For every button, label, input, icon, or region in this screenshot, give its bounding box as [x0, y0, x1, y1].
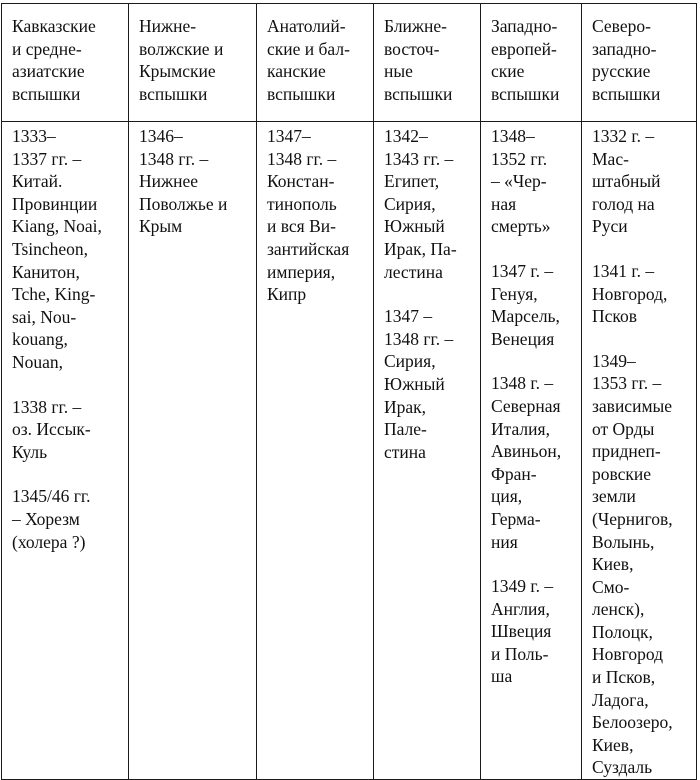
column-header: [582, 4, 697, 122]
text-line: 1346–: [139, 126, 183, 146]
text-line: Смо-: [592, 576, 630, 597]
text-line: вспышки: [139, 83, 208, 104]
text-line: стина: [384, 441, 426, 462]
text-line: Англия,: [491, 598, 550, 619]
text-line: Куль: [12, 441, 48, 462]
text-line: штабный: [592, 171, 661, 192]
text-line: Западно-: [491, 16, 558, 36]
text-line: Фран-: [491, 463, 537, 484]
text-line: 1345/46 гг.: [12, 486, 91, 507]
text-line: Nouan,: [12, 351, 64, 372]
text-line: Руси: [592, 216, 628, 237]
text-line: Северо-: [592, 16, 651, 36]
text-line: 1349 г. –: [491, 576, 554, 597]
body-row: [2, 122, 697, 780]
text-line: 1347 –: [384, 306, 433, 327]
text-line: Kiang, Noai,: [12, 216, 102, 237]
text-line: Псков: [592, 306, 638, 327]
text-line: – «Чер-: [491, 171, 547, 192]
text-line: Крым: [139, 216, 183, 237]
text-line: 1348 гг. –: [267, 148, 337, 169]
outbreak-entry: [491, 125, 577, 238]
outbreak-entry: [491, 260, 577, 350]
text-line: (холера ?): [12, 531, 86, 552]
text-line: и вся Ви-: [267, 216, 336, 237]
text-line: Южный: [384, 216, 445, 237]
text-line: Констан-: [267, 171, 335, 192]
outbreak-entry: [384, 305, 476, 463]
text-line: Новгород,: [592, 283, 668, 304]
text-line: и средне-: [12, 38, 82, 59]
column-cell: [129, 122, 257, 780]
outbreak-entry: [139, 125, 252, 238]
text-line: от Орды: [592, 418, 655, 439]
text-line: Марсель,: [491, 306, 560, 327]
text-line: 1347 г. –: [491, 260, 554, 281]
column-header: [374, 4, 481, 122]
text-line: 1343 гг. –: [384, 148, 454, 169]
text-line: зависимые: [592, 395, 673, 416]
text-line: Египет,: [384, 171, 440, 192]
text-line: ция,: [491, 486, 523, 507]
text-line: вспышки: [267, 83, 336, 104]
text-line: Ближне-: [384, 16, 447, 36]
text-line: Крымские: [139, 61, 216, 82]
text-line: Нижне-: [139, 16, 197, 36]
outbreak-entry: [12, 396, 124, 464]
text-line: Поволжье и: [139, 193, 228, 214]
outbreak-entry: [384, 125, 476, 283]
column-cell: [374, 122, 481, 780]
text-line: Волынь,: [592, 531, 655, 552]
text-line: лестина: [384, 261, 443, 282]
text-line: 1348 г. –: [491, 373, 554, 394]
text-line: Кипр: [267, 284, 307, 305]
text-line: зантийская: [267, 238, 350, 259]
text-line: и Поль-: [491, 643, 549, 664]
text-line: восточ-: [384, 38, 440, 59]
column-cell: [2, 122, 129, 780]
text-line: Провинции: [12, 193, 98, 214]
outbreak-entry: [592, 350, 692, 779]
text-line: Северная: [491, 395, 561, 416]
text-line: kouang,: [12, 329, 68, 350]
column-header: [2, 4, 129, 122]
text-line: вспышки: [384, 83, 453, 104]
text-line: 1348 гг. –: [139, 148, 209, 169]
text-line: Нижнее: [139, 171, 198, 192]
text-line: 1332 г. –: [592, 126, 655, 146]
text-line: Генуя,: [491, 283, 538, 304]
text-line: приднеп-: [592, 441, 661, 462]
text-line: Авиньон,: [491, 441, 562, 462]
text-line: Tsincheon,: [12, 238, 89, 259]
text-line: 1353 гг. –: [592, 373, 662, 394]
column-header: [257, 4, 374, 122]
text-line: Канитон,: [12, 261, 80, 282]
text-line: (Чернигов,: [592, 508, 673, 529]
text-line: Киев,: [592, 554, 634, 575]
text-line: 1342–: [384, 126, 428, 146]
text-line: 1352 гг.: [491, 148, 548, 169]
text-line: Tche, King-: [12, 284, 96, 305]
text-line: западно-: [592, 38, 657, 59]
text-line: ные: [384, 61, 413, 82]
text-line: 1347–: [267, 126, 311, 146]
text-line: ная: [491, 193, 517, 214]
text-line: ния: [491, 531, 518, 552]
outbreak-entry: [12, 485, 124, 553]
outbreaks-table: [1, 3, 697, 780]
text-line: Китай.: [12, 171, 63, 192]
text-line: оз. Иссык-: [12, 419, 91, 440]
text-line: – Хорезм: [12, 508, 80, 529]
text-line: Герма-: [491, 508, 541, 529]
text-line: 1337 гг. –: [12, 148, 82, 169]
text-line: Венеция: [491, 328, 555, 349]
text-line: Анатолий-: [267, 16, 346, 36]
text-line: Сирия,: [384, 193, 436, 214]
text-line: Белоозеро,: [592, 712, 673, 733]
text-line: 1349–: [592, 350, 636, 371]
text-line: Ирак, Па-: [384, 238, 457, 259]
outbreak-entry: [592, 260, 692, 328]
text-line: империя,: [267, 261, 336, 282]
text-line: волжские и: [139, 38, 224, 59]
text-line: европей-: [491, 38, 557, 59]
text-line: Киев,: [592, 734, 634, 755]
outbreak-entry: [491, 372, 577, 553]
text-line: Ладога,: [592, 689, 649, 710]
text-line: Полоцк,: [592, 621, 653, 642]
text-line: Ирак,: [384, 396, 427, 417]
text-line: 1333–: [12, 126, 56, 146]
text-line: Мас-: [592, 148, 629, 169]
text-line: и Псков,: [592, 667, 656, 688]
text-line: смерть»: [491, 216, 551, 237]
text-line: азиатские: [12, 61, 85, 82]
column-cell: [582, 122, 697, 780]
text-line: ровские: [592, 463, 652, 484]
text-line: Италия,: [491, 418, 550, 439]
text-line: 1341 г. –: [592, 260, 655, 281]
text-line: Швеция: [491, 621, 552, 642]
text-line: ша: [491, 666, 513, 687]
outbreak-entry: [12, 125, 124, 374]
outbreak-entry: [491, 575, 577, 688]
column-header: [129, 4, 257, 122]
text-line: Новгород: [592, 644, 664, 665]
text-line: Сирия,: [384, 351, 436, 372]
text-line: вспышки: [592, 83, 661, 104]
text-line: 1348 гг. –: [384, 328, 454, 349]
text-line: Кавказские: [12, 16, 96, 36]
text-line: ленск),: [592, 599, 645, 620]
text-line: 1338 гг. –: [12, 396, 82, 417]
text-line: 1348–: [491, 126, 535, 146]
text-line: канские: [267, 61, 326, 82]
column-cell: [481, 122, 582, 780]
text-line: земли: [592, 486, 636, 507]
text-line: ские: [491, 61, 525, 82]
outbreak-entry: [267, 125, 369, 306]
text-line: тинополь: [267, 193, 337, 214]
column-header: [481, 4, 582, 122]
text-line: ские и бал-: [267, 38, 350, 59]
text-line: sai, Nou-: [12, 306, 77, 327]
text-line: вспышки: [12, 83, 81, 104]
header-row: [2, 4, 697, 122]
text-line: вспышки: [491, 83, 560, 104]
column-cell: [257, 122, 374, 780]
text-line: голод на: [592, 193, 655, 214]
text-line: Южный: [384, 373, 445, 394]
text-line: русские: [592, 61, 651, 82]
outbreak-entry: [592, 125, 692, 238]
text-line: Суздаль: [592, 757, 653, 778]
text-line: Пале-: [384, 419, 427, 440]
